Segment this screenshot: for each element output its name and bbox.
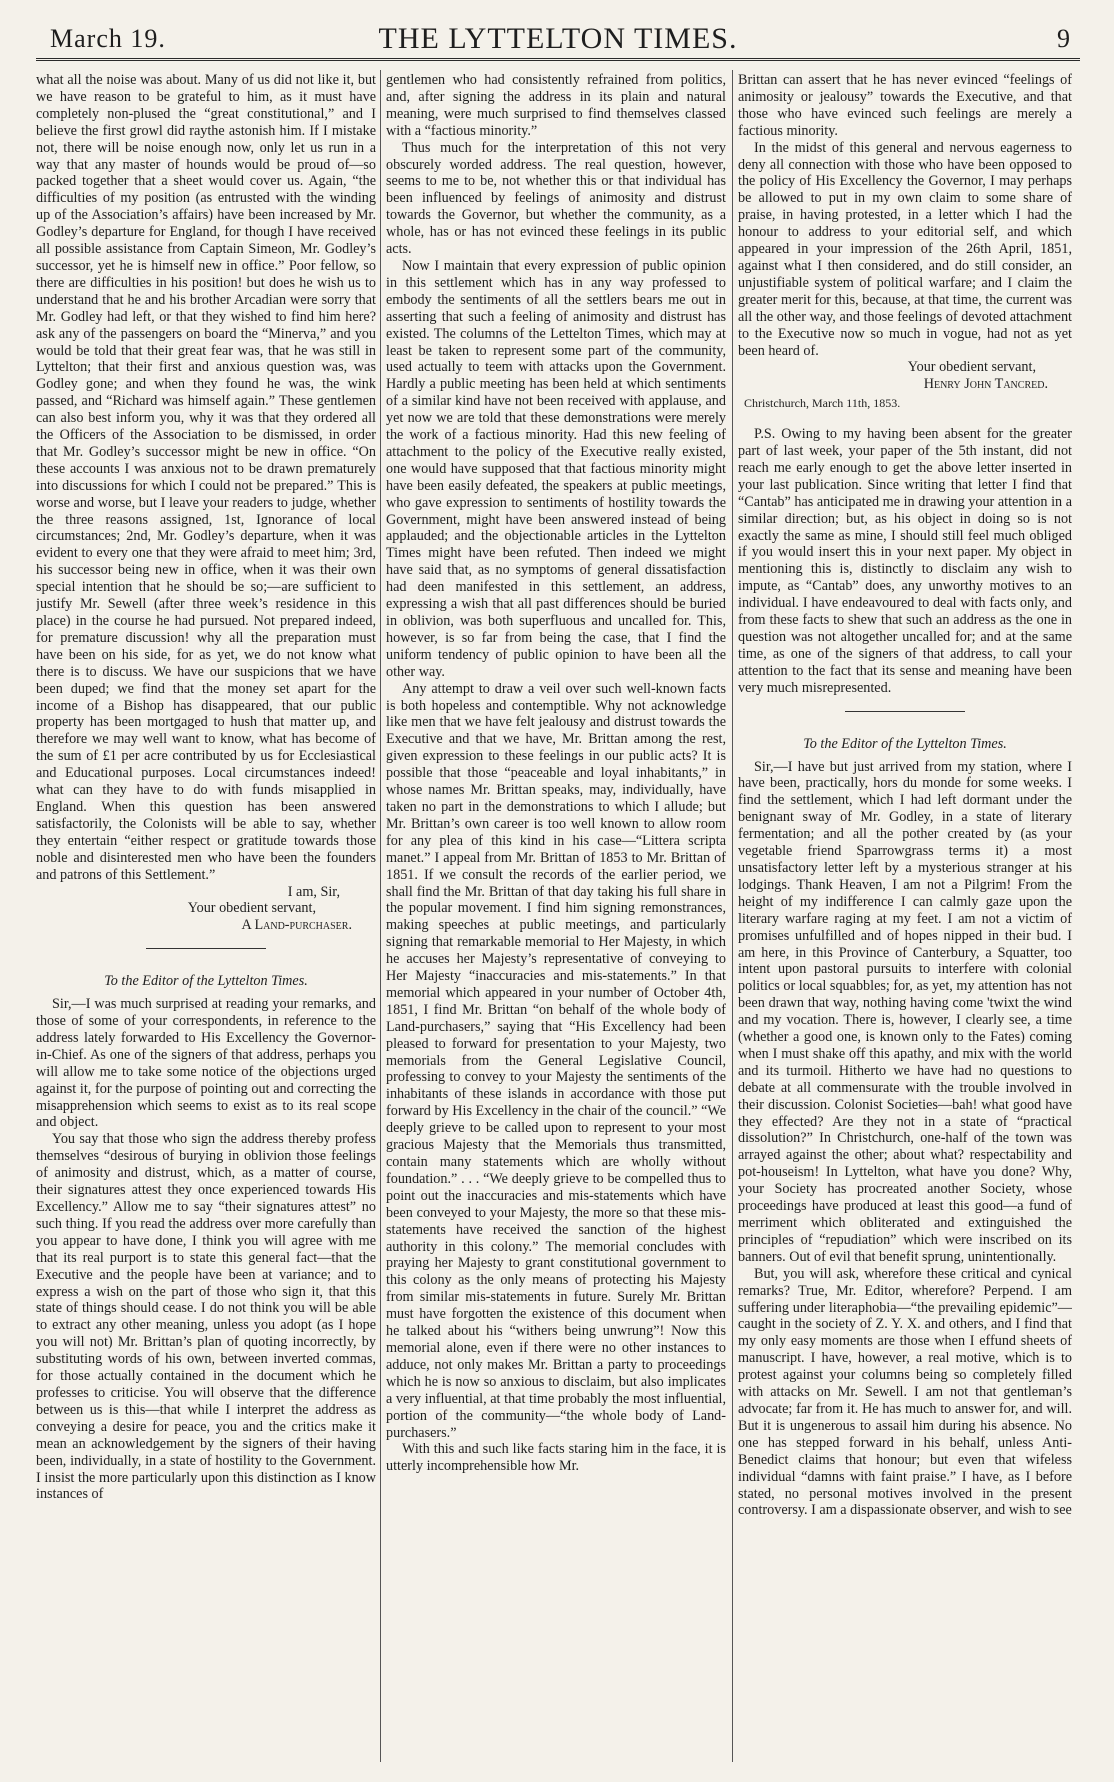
letter-heading: To the Editor of the Lyttelton Times. <box>104 973 308 990</box>
letter-heading: To the Editor of the Lyttelton Times. <box>803 735 1007 752</box>
page-number: 9 <box>1057 24 1070 53</box>
letter-closing: Your obedient servant, <box>187 900 316 917</box>
letter-paragraph: With this and such like facts staring him in the face, it is utterly incomprehensible how Mr. <box>386 1441 726 1475</box>
letter-paragraph: In the midst of this general and nervous eagerness to deny all connection with those who have been opposed to the policy of His Excellency the Governor, I may perhaps be allowed to put in my own claim to some share of praise, in having protested, in a letter which I had the honour to address to your editorial self, and which appeared in your impression of the 26th April, 1851, against what I then considered, and do still consider, an unjustifiable system of political warfare; and I claim the greater merit for this, because, at that time, the current was all the other way, and those feelings of devoted attachment to the Executive now so much in vogue, had not as yet been heard of. <box>738 139 1072 359</box>
letter-paragraph: You say that those who sign the address thereby profess themselves “desirous of burying in oblivion those feelings of animosity and distrust, which, as a matter of course, their signatures attest they once experienced towards His Excellency.” Allow me to say “their signatures attest” no such thing. If you read the address over more carefully than you appear to have done, I think you will agree with me that its real purport is to state this general fact—that the Executive and the people have been at variance; and to express a wish on the part of those who sign it, that this state of things should cease. I do not think you will be able to extract any other meaning, unless you adopt (as I hope you will not) Mr. Brittan’s plan of quoting incorrectly, by substituting words of his own, between inverted commas, for those actually contained in the document which he professes to criticise. You will observe that the difference between us is this—that while I interpret the address as conveying a desire for peace, you and the critics make it mean an acknowledgement by the signers of their having been, individually, in a state of hostility to the Government. I insist the more particularly upon this distinction as I know instances of <box>36 1131 376 1503</box>
letter-paragraph: But, you will ask, wherefore these critical and cynical remarks? True, Mr. Editor, wherefore? Perpend. I am suffering under literaphobia—“the prevailing epidemic”—caught in the society of Z. Y. X. and others, and I find that my only easy moments are those when I effund sheets of manuscript. I have, however, a real motive, which is to protest against your columns being so completely filled with attacks on Mr. Sewell. I am not that gentleman’s advocate; far from it. He has much to answer for, and will. But it is ungenerous to assail him during his absence. No one has stepped forward in his behalf, unless Anti-Benedict claims that honour; but even that wifeless individual “damns with faint praise.” I have, as I before stated, no personal motives involved in the present controversy. I am a dispassionate observer, and wish to see <box>738 1265 1072 1519</box>
letter-paragraph: Any attempt to draw a veil over such well-known facts is both hopeless and contemptible. Why not acknowledge like men that we have felt jealousy and distrust towards the Executive and that we have, Mr. Brittan among the rest, given expression to these feelings in our public acts? It is possible that those “peaceable and loyal inhabitants,” in whose names Mr. Brittan speaks, may, individually, have taken no part in the demonstrations to which I allude; but Mr. Brittan’s own career is too well known to allow room for any plea of this kind in his case—“Littera scripta manet.” I appeal from Mr. Brittan of 1853 to Mr. Brittan of 1851. If we consult the records of the earlier period, we shall find the Mr. Brittan of that day taking his full share in the popular movement. I find him signing remonstrances, making speeches at public meetings, and particularly signing that remarkable memorial to Her Majesty, in which he accuses her Majesty’s representative of conveying to Her Majesty “inaccuracies and mis-statements.” In that memorial which appeared in your number of October 4th, 1851, I find Mr. Brittan “on behalf of the whole body of Land-purchasers,” saying that “His Excellency had been pleased to forward for presentation to your Majesty, two memorials from the General Legislative Council, professing to convey to your Majesty the sentiments of the inhabitants of these islands in accordance with those put forward by His Excellency in the chair of the council.” “We deeply grieve to be called upon to represent to your most gracious Majesty that the Memorials thus transmitted, contain many statements which are wholly without foundation.” . . . “We deeply grieve to be compelled thus to point out the inaccuracies and mis-statements which have been conveyed to your Majesty, the more so that these mis-statements have received the sanction of the highest authority in this colony.” The memorial concludes with praying her Majesty to grant constitutional government to this colony as the only means of protecting his Majesty from similar mis-statements in future. Surely Mr. Brittan must have forgotten the existence of this document when he talked about his “withers being unwrung”! Now this memorial alone, even if there were no other instances to adduce, not only makes Mr. Brittan a party to proceedings which he is now so anxious to disclaim, but also implicates a very influential, at that time probably the most influential, portion of the community—“the whole body of Land-purchasers.” <box>386 680 726 1441</box>
column-2 <box>386 72 726 1762</box>
letter-paragraph: Sir,—I have but just arrived from my station, where I have been, practically, hors du monde for some weeks. I find the settlement, which I had left dormant under the benignant sway of Mr. Godley, in a state of literary fermentation; and all the pother created by (as your vegetable friend Sparrowgrass terms it) a most unsatisfactory letter left by a mysterious stranger at his lodgings. Thank Heaven, I am not a Pilgrim! From the height of my indifference I can calmly gaze upon the literary warfare raging at my feet. I am not a victim of promises unfulfilled and of hopes nipped in their bud. I am here, in this Province of Canterbury, a Squatter, too intent upon pastoral pursuits to interfere with colonial politics or local squabbles; for, as yet, my attention has not been drawn that way, nothing having come 'twixt the wind and my vocation. There is, however, I clearly see, a time (whether a good one, is known only to the Fates) coming when I must shake off this apathy, and mix with the world and its turmoil. Hitherto we have had no questions to debate at all commensurate with the trouble involved in their discussion. Colonist Societies—bah! what good have they effected? Are they not in a state of “practical dissolution?” In Christchurch, one-half of the town was arrayed against the other; about what? respectability and pot-houseism! In Lyttelton, what have you done? Why, your Society has procreated another Society, whose proceedings have produced at least this good—a fund of merriment which obliterated and extinguished the principles of “repudiation” which were inscribed on its banners. Out of evil that benefit sprung, unintentionally. <box>738 758 1072 1265</box>
letter-signature: A Land-purchaser. <box>241 917 352 934</box>
letter-paragraph: what all the noise was about. Many of us did not like it, but we have reason to be grateful to him, as it must have completely non-plused the “great constitutional,” and I believe the first growl did raythe astonish him. If I mistake not, there will be noise enough now, only let us run in a way that any master of hounds would be proud of—so packed together that a sheet would cover us. Again, “the difficulties of my position (as entrusted with the winding up of the Association’s affairs) have been increased by Mr. Godley’s departure for England, for though I have received all possible assistance from Captain Simeon, Mr. Godley’s successor, yet he is himself new in office.” Poor fellow, so there are difficulties in his position! but does he wish us to understand that he and his brother Arcadian were sorry that Mr. Godley had left, or that they wished to find him here? ask any of the passengers on board the “Minerva,” and you would be told that their great fear was, that he was still in Lyttelton; that their first and anxious question was, was Godley gone; and when they found he was, the wink passed, and “Richard was himself again.” These gentlemen can also best inform you, why it was that they ordered all the Officers of the Association to be dismissed, in order that Mr. Godley’s successor might be new in office. “On these accounts I was anxious not to be drawn prematurely into discussions for which I could not be prepared.” This is worse and worse, but I leave your readers to judge, whether the three reasons assigned, 1st, Ignorance of local circumstances; 2nd, Mr. Godley’s departure, when it was evident to every one that they were afraid to meet him; 3rd, his successor being new in office, when it was their own special intention that he should be so;—are sufficient to justify Mr. Sewell (after three week’s residence in this place) in the course he had pursued. Not prepared indeed, for premature discussion! why all the preparation must have been on his side, for as yet, we do not know what there is to discuss. We have our suspicions that we have been duped; we find that the money set apart for the income of a Bishop has disappeared, that our public property has been mortgaged to hush that matter up, and therefore we may well want to know, what has become of the sum of £1 per acre contributed by us for Ecclesiastical and Educational purposes. Local circumstances indeed! what can they have to do with funds misapplied in England. When this question has been answered satisfactorily, the Colonists will be able to say, whether they entertain “either respect or gratitude towards those noble and disinterested men who have been the founders and patrons of this Settlement.” <box>36 72 376 883</box>
section-divider <box>146 948 266 949</box>
letter-closing: Your obedient servant, <box>907 359 1036 376</box>
letter-closing: I am, Sir, <box>287 883 340 900</box>
letter-dateline: Christchurch, March 11th, 1853. <box>744 396 901 411</box>
letter-paragraph: gentlemen who had consistently refrained from politics, and, after signing the address in its plain and natural meaning, were much surprised to find themselves classed with a “factious minority.” <box>386 72 726 139</box>
column-1 <box>36 72 376 1762</box>
column-rule <box>380 70 381 1762</box>
letter-paragraph: P.S. Owing to my having been absent for the greater part of last week, your paper of the 5th instant, did not reach me early enough to get the above letter inserted in your last publication. Since writing that letter I find that “Cantab” has anticipated me in drawing your attention in a similar direction; but, as his object in doing so is not exactly the same as mine, I should still feel much obliged if you would insert this in your next paper. My object in mentioning this is, distinctly to disclaim any wish to impute, as “Cantab” does, any unworthy motives to an individual. I have endeavoured to deal with facts only, and from these facts to shew that such an address as the one in question was not altogether uncalled for; and at the same time, as one of the signers of that address, to call your attention to the fact that its sense and meaning have been very much misrepresented. <box>738 426 1072 696</box>
newspaper-title: THE LYTTELTON TIMES. <box>378 22 738 55</box>
letter-signature: Henry John Tancred. <box>923 376 1048 393</box>
letter-paragraph: Now I maintain that every expression of public opinion in this settlement which has in any way professed to embody the sentiments of all the settlers bears me out in asserting that such a feeling of animosity and distrust has existed. The columns of the Lettelton Times, which may at least be taken to represent some part of the community, used actually to teem with attacks upon the Government. Hardly a public meeting has been held at which sentiments of a similar kind have not been received with applause, and yet now we are told that these demonstrations were merely the work of a factious minority. Had this new feeling of attachment to the policy of the Executive really existed, one would have supposed that that factious minority might have been easily defeated, the speakers at public meetings, who gave expression to sentiments of hostility towards the Government, might have been answered instead of being applauded; and the objectionable articles in the Lyttelton Times might have been refuted. Then indeed we might have said that, as no symptoms of general dissatisfaction had deen manifested in this settlement, an address, expressing a wish that all past differences should be buried in oblivion, was both superfluous and uncalled for. This, however, is so far from being the case, that I find the uniform tendency of public opinion to have been all the other way. <box>386 257 726 680</box>
section-divider <box>845 711 965 712</box>
letter-paragraph: Thus much for the interpretation of this not very obscurely worded address. The real question, however, seems to me to be, not whether this or that individual has been influenced by feelings of animosity and distrust towards the Governor, but whether the community, as a whole, has or has not evinced these feelings in its public acts. <box>386 139 726 258</box>
column-3 <box>738 72 1072 1762</box>
masthead <box>36 18 1080 61</box>
column-rule <box>732 70 733 1762</box>
letter-paragraph: Sir,—I was much surprised at reading your remarks, and those of some of your correspondents, in reference to the address lately forwarded to His Excellency the Governor-in-Chief. As one of the signers of that address, perhaps you will allow me to take some notice of the objections urged against it, for the purpose of pointing out and correcting the misapprehension which seems to exist as to its real scope and object. <box>36 996 376 1131</box>
letter-paragraph: Brittan can assert that he has never evinced “feelings of animosity or jealousy” towards the Executive, and that those who have evinced such feelings are merely a factious minority. <box>738 72 1072 139</box>
issue-date: March 19. <box>50 24 166 53</box>
